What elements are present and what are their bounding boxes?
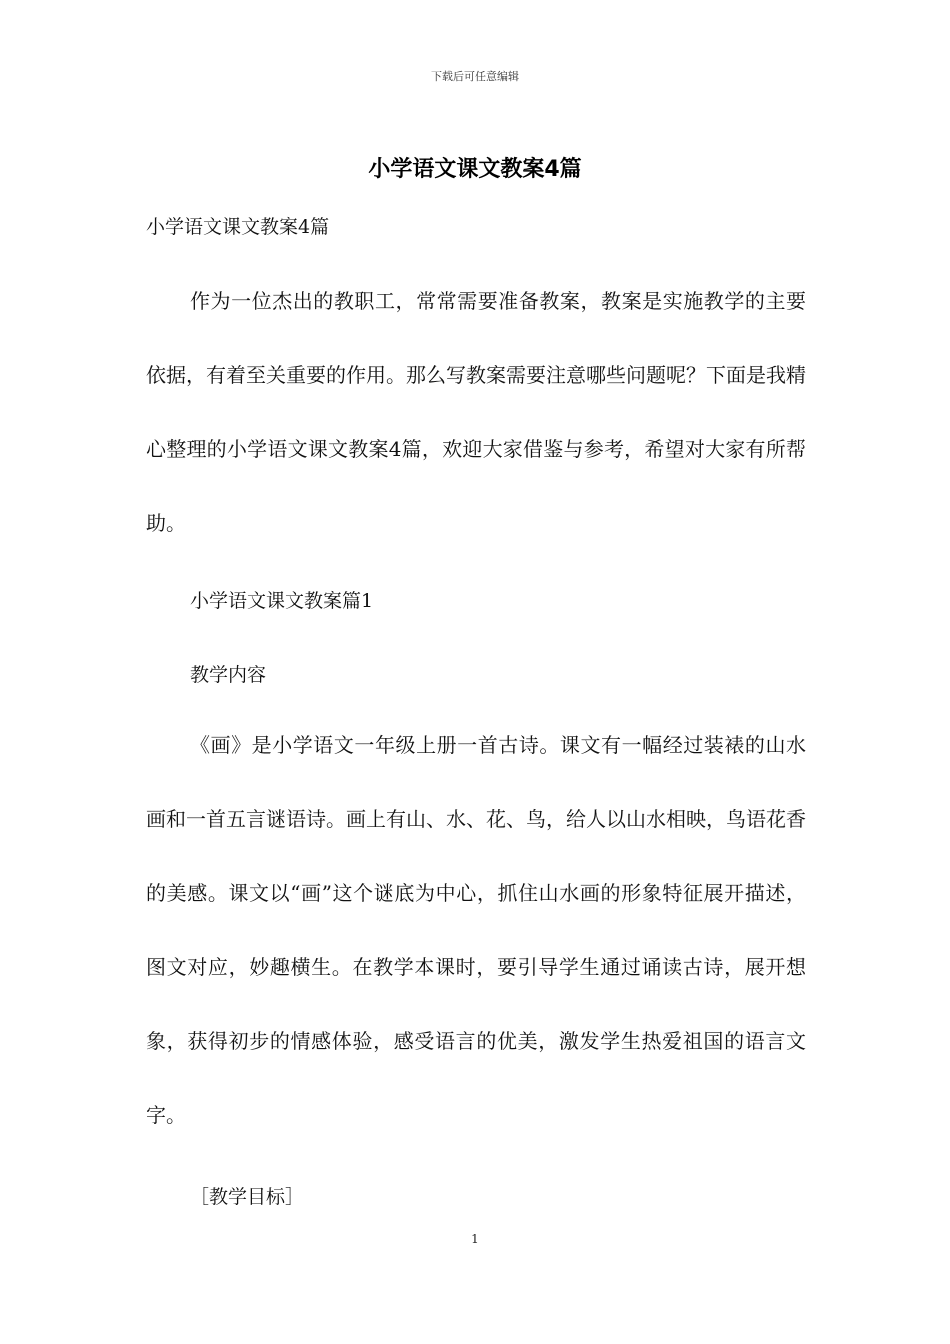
document-title: 小学语文课文教案4篇	[368, 157, 582, 182]
intro-paragraph: 作为一位杰出的教职工，常常需要准备教案，教案是实施教学的主要依据，有着至关重要的作用。那么写教案需要注意哪些问题呢？下面是我精心整理的小学语文课文教案4篇，欢迎大家借鉴与参考，希望对大家有所帮助。	[146, 289, 806, 535]
header-note: 下载后可任意编辑	[431, 70, 519, 83]
content-heading: 教学内容	[190, 664, 267, 686]
document-subtitle: 小学语文课文教案4篇	[146, 216, 330, 238]
lesson1-heading: 小学语文课文教案篇1	[190, 590, 374, 612]
page-number: 1	[471, 1232, 479, 1246]
lesson-description-paragraph: 《画》是小学语文一年级上册一首古诗。课文有一幅经过装裱的山水画和一首五言谜语诗。画上有山、水、花、鸟，给人以山水相映，鸟语花香的美感。课文以“画”这个谜底为中心，抓住山水画的形象特征展开描述，图文对应，妙趣横生。在教学本课时，要引导学生通过诵读古诗，展开想象，获得初步的情感体验，感受语言的优美，激发学生热爱祖国的语言文字。	[146, 733, 806, 1127]
goals-heading: ［教学目标］	[190, 1186, 305, 1208]
